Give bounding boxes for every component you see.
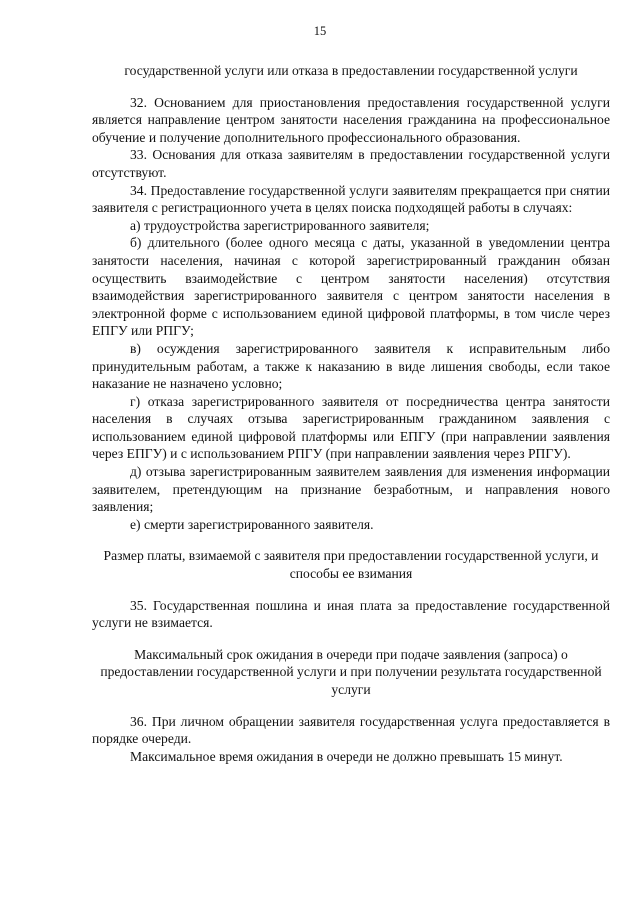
section-heading-wait-time: Максимальный срок ожидания в очереди при подаче заявления (запроса) о предоставлении государственной услуги и при получении результата государственной услуги — [100, 646, 602, 697]
paragraph-36: 36. При личном обращении заявителя государственная услуга предоставляется в порядке очереди. — [92, 713, 610, 747]
list-item-e: е) смерти зарегистрированного заявителя. — [130, 516, 374, 532]
paragraph-35: 35. Государственная пошлина и иная плата за предоставление государственной услуги не взимается. — [92, 597, 610, 631]
paragraph-33: 33. Основания для отказа заявителям в предоставлении государственной услуги отсутствуют. — [92, 147, 610, 180]
paragraph-32: 32. Основанием для приостановления предоставления государственной услуги является направление центром занятости населения гражданина на профессиональное обучение и получение дополнительного профессионального образования. — [92, 94, 610, 145]
page-number: 15 — [313, 24, 327, 38]
list-item-b: б) длительного (более одного месяца с даты, указанной в уведомлении центра занятости населения, начиная с которой зарегистрированный гражданин обязан осуществить взаимодействие с центром занятости населения) отсутствия взаимодействия зарегистрированного заявителя с центром занятости населения в электронной форме с использованием единой цифровой платформы, в том числе через ЕПГУ или РПГУ; — [92, 235, 610, 339]
section-heading-fee: Размер платы, взимаемой с заявителя при предоставлении государственной услуги, и способы ее взимания — [103, 548, 599, 582]
list-item-d: д) отзыва зарегистрированным заявителем заявления для изменения информации заявителем, претендующим на признание безработным, и направления нового заявления; — [92, 464, 610, 515]
list-item-a: а) трудоустройства зарегистрированного заявителя; — [130, 217, 430, 233]
paragraph-max-wait: Максимальное время ожидания в очереди не должно превышать 15 минут. — [130, 748, 563, 764]
list-item-v: в) осуждения зарегистрированного заявителя к исправительным либо принудительным работам, а также к наказанию в виде лишения свободы, если такое наказание не назначено условно; — [92, 340, 610, 392]
continued-section-heading: государственной услуги или отказа в предоставлении государственной услуги — [124, 63, 578, 78]
list-item-g: г) отказа зарегистрированного заявителя от посредничества центра занятости населения в случаях отзыва зарегистрированным гражданином заявления с использованием единой цифровой платформы или ЕПГУ (при направлении заявления через ЕПГУ) и с использованием РПГУ (при направлении заявления через РПГУ). — [92, 393, 610, 462]
paragraph-34: 34. Предоставление государственной услуги заявителям прекращается при снятии заявителя с регистрационного учета в целях поиска подходящей работы в случаях: — [92, 182, 610, 216]
document-body — [92, 62, 610, 765]
